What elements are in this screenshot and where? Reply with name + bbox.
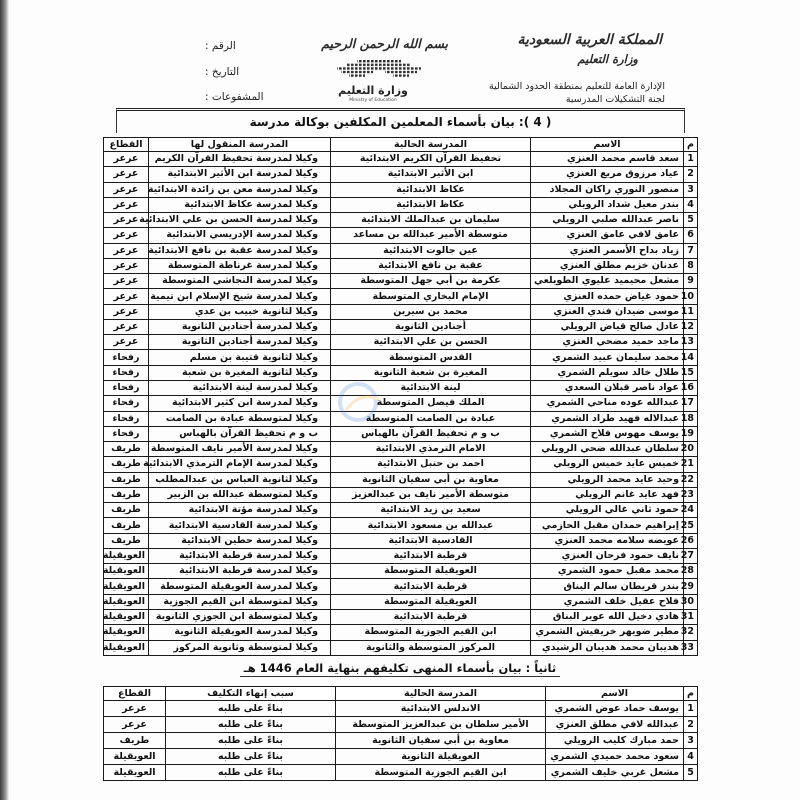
cell-current: الحسن بن علي الابتدائية (331, 335, 531, 350)
assigned-teacher-row (104, 594, 698, 609)
cell-current: القادسية الابتدائية (331, 533, 531, 548)
cell-current: سعيد بن زيد الابتدائية (331, 503, 531, 518)
assigned-teachers-table (103, 137, 698, 656)
cell-sector: رفحاء (104, 350, 149, 365)
cell-sector: عرعر (104, 701, 166, 717)
cell-no: 3 (684, 733, 698, 749)
cell-current: تحفيظ القرآن الكريم الابتدائية (331, 152, 531, 167)
cell-no: 33 (684, 640, 698, 655)
assigned-teacher-row (104, 197, 698, 212)
watermark-logo (336, 380, 386, 424)
cell-sector: رفحاء (104, 365, 149, 380)
cell-no: 2 (684, 717, 698, 733)
reference-number-label: الرقم : (205, 40, 236, 52)
cell-sector: طريف (104, 518, 149, 533)
cell-no: 25 (684, 518, 698, 533)
cell-transferred: وكيلا لمدرسة حطين الابتدائية (149, 533, 331, 548)
cell-transferred: وكيلا لمدرسة عكاظ الابتدائية (149, 197, 331, 212)
cell-current: محمد بن سيرين (331, 304, 531, 319)
column-header-number: م (684, 687, 698, 701)
cell-transferred: وكيلا لمدرسة النجاشي المتوسطة (149, 274, 331, 289)
cell-no: 4 (684, 749, 698, 765)
cell-no: 4 (684, 197, 698, 212)
cell-transferred: وكيلا لمتوسطة عبادة بن الصامت (149, 411, 331, 426)
ended-assignment-row (104, 701, 698, 717)
cell-sector: عرعر (104, 167, 149, 182)
cell-name: عامق لافي عامق العنزي (531, 228, 684, 243)
cell-name: يوسف حماد عوض الشمري (546, 701, 684, 717)
assigned-teacher-row (104, 350, 698, 365)
logo-ministry-arabic: وزارة التعليم (338, 84, 408, 97)
assigned-teacher-row (104, 213, 698, 228)
cell-transferred: وكيلا لمدرسة عقبة بن نافع الابتدائية (149, 243, 331, 258)
cell-sector: عرعر (104, 304, 149, 319)
cell-no: 22 (684, 472, 698, 487)
cell-sector: طريف (104, 487, 149, 502)
cell-current: المركوز المتوسطة والثانوية (331, 640, 531, 655)
cell-no: 10 (684, 289, 698, 304)
assigned-teacher-row (104, 442, 698, 457)
cell-no: 29 (684, 579, 698, 594)
cell-name: عويضه سلامه محمد العنزي (531, 533, 684, 548)
assigned-teacher-row (104, 564, 698, 579)
cell-name: بندر معيل شداد الرويلي (531, 197, 684, 212)
cell-current: الملك فيصل المتوسطة (331, 396, 531, 411)
cell-current: العويقيلة الثانوية (336, 749, 546, 765)
cell-current: المغيرة بن شعبة الثانوية (331, 365, 531, 380)
cell-name: محمد مقبل حمود الشمري (531, 564, 684, 579)
cell-name: عبدالله عوده مناحي الشمري (531, 396, 684, 411)
cell-current: قرطبة الابتدائية (331, 579, 531, 594)
cell-sector: طريف (104, 472, 149, 487)
cell-no: 23 (684, 487, 698, 502)
table-header-row (104, 138, 698, 152)
cell-reason: بناءً على طلبه (166, 701, 336, 717)
cell-sector: عرعر (104, 228, 149, 243)
cell-transferred: وكيلا لمتوسطة ابن الجوزي الثانوية (149, 609, 331, 624)
cell-transferred: وكيلا لمدرسة ابن كثير الابتدائية (149, 396, 331, 411)
cell-sector: عرعر (104, 152, 149, 167)
cell-no: 8 (684, 258, 698, 273)
cell-current: لينة الابتدائية (331, 380, 531, 395)
ministry-logo-icon (335, 60, 423, 78)
cell-transferred: وكيلا لمدرسة لينة الابتدائية (149, 380, 331, 395)
column-header-end-reason: سبب إنهاء التكليف (166, 687, 336, 701)
cell-reason: بناءً على طلبه (166, 765, 336, 781)
cell-current: احمد بن حنبل الابتدائية (331, 457, 531, 472)
cell-no: 26 (684, 533, 698, 548)
cell-current: ابن الأثير الابتدائية (331, 167, 531, 182)
assigned-teacher-row (104, 640, 698, 655)
cell-sector: العويقيلة (104, 765, 166, 781)
assigned-teacher-row (104, 625, 698, 640)
ended-table-title: ثانياً : بيان بأسماء المنهى تكليفهم بنهاية العام 1446 هـ (240, 661, 560, 677)
cell-name: منصور النوري راكان المجلاد (531, 182, 684, 197)
assigned-teacher-row (104, 396, 698, 411)
cell-sector: عرعر (104, 213, 149, 228)
ended-table-title-wrap (200, 661, 600, 675)
cell-name: يوسف مهوس فلاح الشمري (531, 426, 684, 441)
cell-current: الإمام البخاري المتوسطة (331, 289, 531, 304)
cell-name: وحيد عايد محمد الرويلي (531, 472, 684, 487)
cell-sector: عرعر (104, 197, 149, 212)
assigned-teacher-row (104, 457, 698, 472)
cell-no: 27 (684, 548, 698, 563)
cell-no: 18 (684, 411, 698, 426)
ended-assignments-table (103, 686, 698, 781)
cell-transferred: وكيلا لمتوسطة عبدالله بن الزبير (149, 487, 331, 502)
column-header-number: م (684, 138, 698, 152)
column-header-current-school: المدرسة الحالية (336, 687, 546, 701)
cell-sector: عرعر (104, 258, 149, 273)
column-header-transferred-school: المدرسة المنقول لها (149, 138, 331, 152)
cell-sector: رفحاء (104, 380, 149, 395)
assigned-teacher-row (104, 243, 698, 258)
cell-name: حمود ثاني غالي الرويلي (531, 503, 684, 518)
cell-transferred: وكيلا لمدرسة تحفيظ القرآن الكريم (149, 152, 331, 167)
cell-no: 24 (684, 503, 698, 518)
cell-transferred: وكيلا لمدرسة الإدريسي الابتدائية (149, 228, 331, 243)
cell-current: الاندلس الابتدائية (336, 701, 546, 717)
section-title-box (116, 108, 685, 133)
cell-no: 31 (684, 609, 698, 624)
assigned-teacher-row (104, 533, 698, 548)
cell-transferred: وكيلا لثانوية المغيرة بن شعبة (149, 365, 331, 380)
cell-transferred: وكيلا لمدرسة الإمام الترمذي الابتدائية (149, 457, 331, 472)
cell-no: 15 (684, 365, 698, 380)
cell-no: 5 (684, 765, 698, 781)
cell-name: سعد قاسم محمد العنزي (531, 152, 684, 167)
attachments-label: المشفوعات : (205, 91, 264, 103)
cell-sector: طريف (104, 733, 166, 749)
date-label: التاريخ : (205, 66, 240, 78)
cell-sector: عرعر (104, 289, 149, 304)
cell-no: 16 (684, 380, 698, 395)
cell-transferred: وكيلا لثانوية خبيب بن عدي (149, 304, 331, 319)
cell-name: عياد مرزوق مريع العنزي (531, 167, 684, 182)
cell-sector: طريف (104, 457, 149, 472)
assigned-teacher-row (104, 182, 698, 197)
cell-current: معاوية بن أبي سفيان الثانوية (331, 472, 531, 487)
cell-sector: العويقيلة (104, 579, 149, 594)
cell-reason: بناءً على طلبه (166, 733, 336, 749)
cell-current: الامام الترمذي الابتدائية (331, 442, 531, 457)
assigned-teacher-row (104, 258, 698, 273)
assigned-teacher-row (104, 228, 698, 243)
cell-current: أجنادين الثانوية (331, 319, 531, 334)
cell-reason: بناءً على طلبه (166, 717, 336, 733)
cell-name: ماجد حميد مضحي العنزي (531, 335, 684, 350)
cell-current: معاوية بن أبي سفيان الثانوية (336, 733, 546, 749)
assigned-teacher-row (104, 548, 698, 563)
cell-current: متوسطة الأمير نايف بن عبدالعزيز (331, 487, 531, 502)
cell-transferred: وكيلا لثانوية العباس بن عبدالمطلب (149, 472, 331, 487)
assigned-teacher-row (104, 426, 698, 441)
cell-current: عين جالوت الابتدائية (331, 243, 531, 258)
column-header-sector: القطاع (104, 138, 149, 152)
cell-no: 13 (684, 335, 698, 350)
cell-current: ابن القيم الجوزية المتوسطة (336, 765, 546, 781)
ended-assignment-row (104, 765, 698, 781)
cell-no: 21 (684, 457, 698, 472)
cell-sector: طريف (104, 442, 149, 457)
assigned-teacher-row (104, 503, 698, 518)
cell-transferred: وكيلا لمدرسة معن بن زائدة الابتدائية (149, 182, 331, 197)
cell-no: 12 (684, 319, 698, 334)
cell-sector: طريف (104, 533, 149, 548)
cell-current: عكاظ الابتدائية (331, 197, 531, 212)
cell-current: سليمان بن عبدالملك الابتدائية (331, 213, 531, 228)
cell-sector: عرعر (104, 717, 166, 733)
cell-name: سعود محمد حميدي الشمري (546, 749, 684, 765)
assigned-teacher-row (104, 319, 698, 334)
cell-no: 19 (684, 426, 698, 441)
cell-name: حمد مبارك كليب الرويلي (546, 733, 684, 749)
cell-transferred: وكيلا لمدرسة القادسية الابتدائية (149, 518, 331, 533)
cell-current: متوسطة الأمير عبدالله بن مساعد (331, 228, 531, 243)
cell-sector: العويقيلة (104, 640, 149, 655)
assigned-teacher-row (104, 380, 698, 395)
cell-name: حمود غياض حمده العنزي (531, 289, 684, 304)
cell-current: عقبة بن نافع الابتدائية (331, 258, 531, 273)
cell-no: 32 (684, 625, 698, 640)
assigned-teacher-row (104, 609, 698, 624)
cell-no: 17 (684, 396, 698, 411)
cell-transferred: وكيلا لمدرسة قرطبة الابتدائية (149, 548, 331, 563)
kingdom-name: المملكة العربية السعودية (517, 32, 662, 48)
cell-transferred: وكيلا لمدرسة أجنادين الثانوية (149, 335, 331, 350)
cell-name: فهد عايد غانم الرويلي (531, 487, 684, 502)
cell-current: قرطبة الابتدائية (331, 548, 531, 563)
cell-no: 20 (684, 442, 698, 457)
cell-current: العويقيلة المتوسطة (331, 594, 531, 609)
cell-sector: عرعر (104, 319, 149, 334)
cell-transferred: وكيلا لمدرسة قرطبة الابتدائية (149, 564, 331, 579)
cell-no: 9 (684, 274, 698, 289)
ministry-name: وزارة التعليم (577, 52, 638, 66)
ended-assignment-row (104, 717, 698, 733)
cell-sector: رفحاء (104, 411, 149, 426)
cell-name: طلال خالد سويلم الشمري (531, 365, 684, 380)
assigned-teacher-row (104, 411, 698, 426)
cell-sector: عرعر (104, 182, 149, 197)
cell-name: عدنان خزيم مطلق العنزي (531, 258, 684, 273)
basmala: بسم الله الرحمن الرحيم (321, 36, 448, 51)
cell-transferred: وكيلا لمدرسة شيخ الإسلام ابن تيمية (149, 289, 331, 304)
cell-no: 6 (684, 228, 698, 243)
assigned-teacher-row (104, 472, 698, 487)
cell-sector: العويقيلة (104, 548, 149, 563)
cell-name: نايف حمود فرحان العنزي (531, 548, 684, 563)
cell-name: عبدالاله فهيد طراد الشمري (531, 411, 684, 426)
cell-current: الأمير سلطان بن عبدالعزيز المتوسطة (336, 717, 546, 733)
cell-current: ب و م تحفيظ القرآن بالهباس (331, 426, 531, 441)
cell-name: مطير ضويهر خريفيش الشمري (531, 625, 684, 640)
ended-assignment-row (104, 749, 698, 765)
table-header-row (104, 687, 698, 701)
cell-no: 1 (684, 701, 698, 717)
cell-sector: العويقيلة (104, 749, 166, 765)
cell-current: عكاظ الابتدائية (331, 182, 531, 197)
cell-name: مشعل محيميد عليوي الطويلعي (531, 274, 684, 289)
cell-transferred: وكيلا لمدرسة ابن الأثير الابتدائية (149, 167, 331, 182)
cell-current: القدس المتوسطة (331, 350, 531, 365)
cell-sector: رفحاء (104, 426, 149, 441)
logo-ministry-english: Ministry of Education (349, 98, 397, 103)
cell-no: 30 (684, 594, 698, 609)
cell-name: عادل صالح قياض الرويلي (531, 319, 684, 334)
cell-name: خميس عايد خميس الرويلي (531, 457, 684, 472)
directorate-name: الإدارة العامة للتعليم بمنطقة الحدود الشمالية (488, 81, 665, 92)
cell-name: بندر قريطان سالم البناق (531, 579, 684, 594)
cell-name: موسى ضيدان فندي العنزي (531, 304, 684, 319)
assigned-teacher-row (104, 167, 698, 182)
assigned-teacher-row (104, 152, 698, 167)
cell-no: 11 (684, 304, 698, 319)
cell-sector: العويقيلة (104, 594, 149, 609)
cell-name: سلطان عبدالله ضحي الرويلي (531, 442, 684, 457)
cell-no: 2 (684, 167, 698, 182)
cell-transferred: وكيلا لمدرسة غرناطة المتوسطة (149, 258, 331, 273)
cell-transferred: وكيلا لمدرسة الأمير نايف المتوسطة (149, 442, 331, 457)
cell-current: العويقيلة المتوسطة (331, 564, 531, 579)
column-header-sector: القطاع (104, 687, 166, 701)
cell-sector: عرعر (104, 243, 149, 258)
cell-current: عبادة بن الصامت المتوسطة (331, 411, 531, 426)
column-header-name: الاسم (546, 687, 684, 701)
cell-name: هادي دخيل الله عوير البناق (531, 609, 684, 624)
cell-reason: بناءً على طلبه (166, 749, 336, 765)
cell-sector: العويقيلة (104, 609, 149, 624)
cell-name: هديبان محمد هديبان الرشيدي (531, 640, 684, 655)
cell-sector: عرعر (104, 335, 149, 350)
assigned-teacher-row (104, 335, 698, 350)
cell-no: 1 (684, 152, 698, 167)
assigned-teacher-row (104, 365, 698, 380)
cell-transferred: وكيلا لمدرسة الحسن بن علي الابتدائية (149, 213, 331, 228)
cell-sector: العويقيلة (104, 564, 149, 579)
cell-name: محمد سليمان عبيد الشمري (531, 350, 684, 365)
cell-transferred: وكيلا لمدرسة العويقيلة الثانوية (149, 625, 331, 640)
cell-name: زياد بداح الأسمر العنزي (531, 243, 684, 258)
cell-transferred: وكيلا لمدرسة العويقيلة المتوسطة (149, 579, 331, 594)
cell-sector: عرعر (104, 274, 149, 289)
cell-transferred: وكيلا لمتوسطة ابن القيم الجوزية (149, 594, 331, 609)
column-header-current-school: المدرسة الحالية (331, 138, 531, 152)
assigned-table-title: ( 4 ): بيان بأسماء المعلمين المكلفين بوكالة مدرسة (249, 115, 552, 129)
assigned-teacher-row (104, 518, 698, 533)
cell-sector: رفحاء (104, 396, 149, 411)
cell-name: إبراهيم حمدان مقبل الحازمي (531, 518, 684, 533)
assigned-teacher-row (104, 487, 698, 502)
cell-transferred: وكيلا لمتوسطة وثانوية المركوز (149, 640, 331, 655)
cell-current: قرطبة الابتدائية (331, 609, 531, 624)
cell-name: فلاح عقيل خلف الشمري (531, 594, 684, 609)
cell-no: 14 (684, 350, 698, 365)
column-header-name: الاسم (531, 138, 684, 152)
cell-no: 7 (684, 243, 698, 258)
cell-sector: طريف (104, 503, 149, 518)
cell-name: مشعل غربي خليف الشمري (546, 765, 684, 781)
cell-transferred: ب و م تحفيظ القرآن بالهباس (149, 426, 331, 441)
scan-edge-shadow (0, 0, 9, 800)
cell-transferred: وكيلا لمدرسة مؤتة الابتدائية (149, 503, 331, 518)
cell-name: ناصر عبدالله صلبي الرويلي (531, 213, 684, 228)
cell-name: عواد ناصر قبلان السعدي (531, 380, 684, 395)
cell-current: ابن القيم الجوزية المتوسطة (331, 625, 531, 640)
cell-current: عبدالله بن مسعود الابتدائية (331, 518, 531, 533)
assigned-teacher-row (104, 274, 698, 289)
cell-transferred: وكيلا لثانوية قتيبة بن مسلم (149, 350, 331, 365)
ended-assignment-row (104, 733, 698, 749)
assigned-teacher-row (104, 579, 698, 594)
cell-transferred: وكيلا لمدرسة أجنادين الثانوية (149, 319, 331, 334)
cell-no: 5 (684, 213, 698, 228)
cell-current: عكرمة بن أبي جهل المتوسطة (331, 274, 531, 289)
assigned-teacher-row (104, 289, 698, 304)
committee-name: لجنة التشكيلات المدرسية (565, 94, 665, 105)
cell-no: 28 (684, 564, 698, 579)
cell-no: 3 (684, 182, 698, 197)
cell-name: عبدالله لافي مطلق العنزي (546, 717, 684, 733)
assigned-teacher-row (104, 304, 698, 319)
cell-sector: العويقيلة (104, 625, 149, 640)
